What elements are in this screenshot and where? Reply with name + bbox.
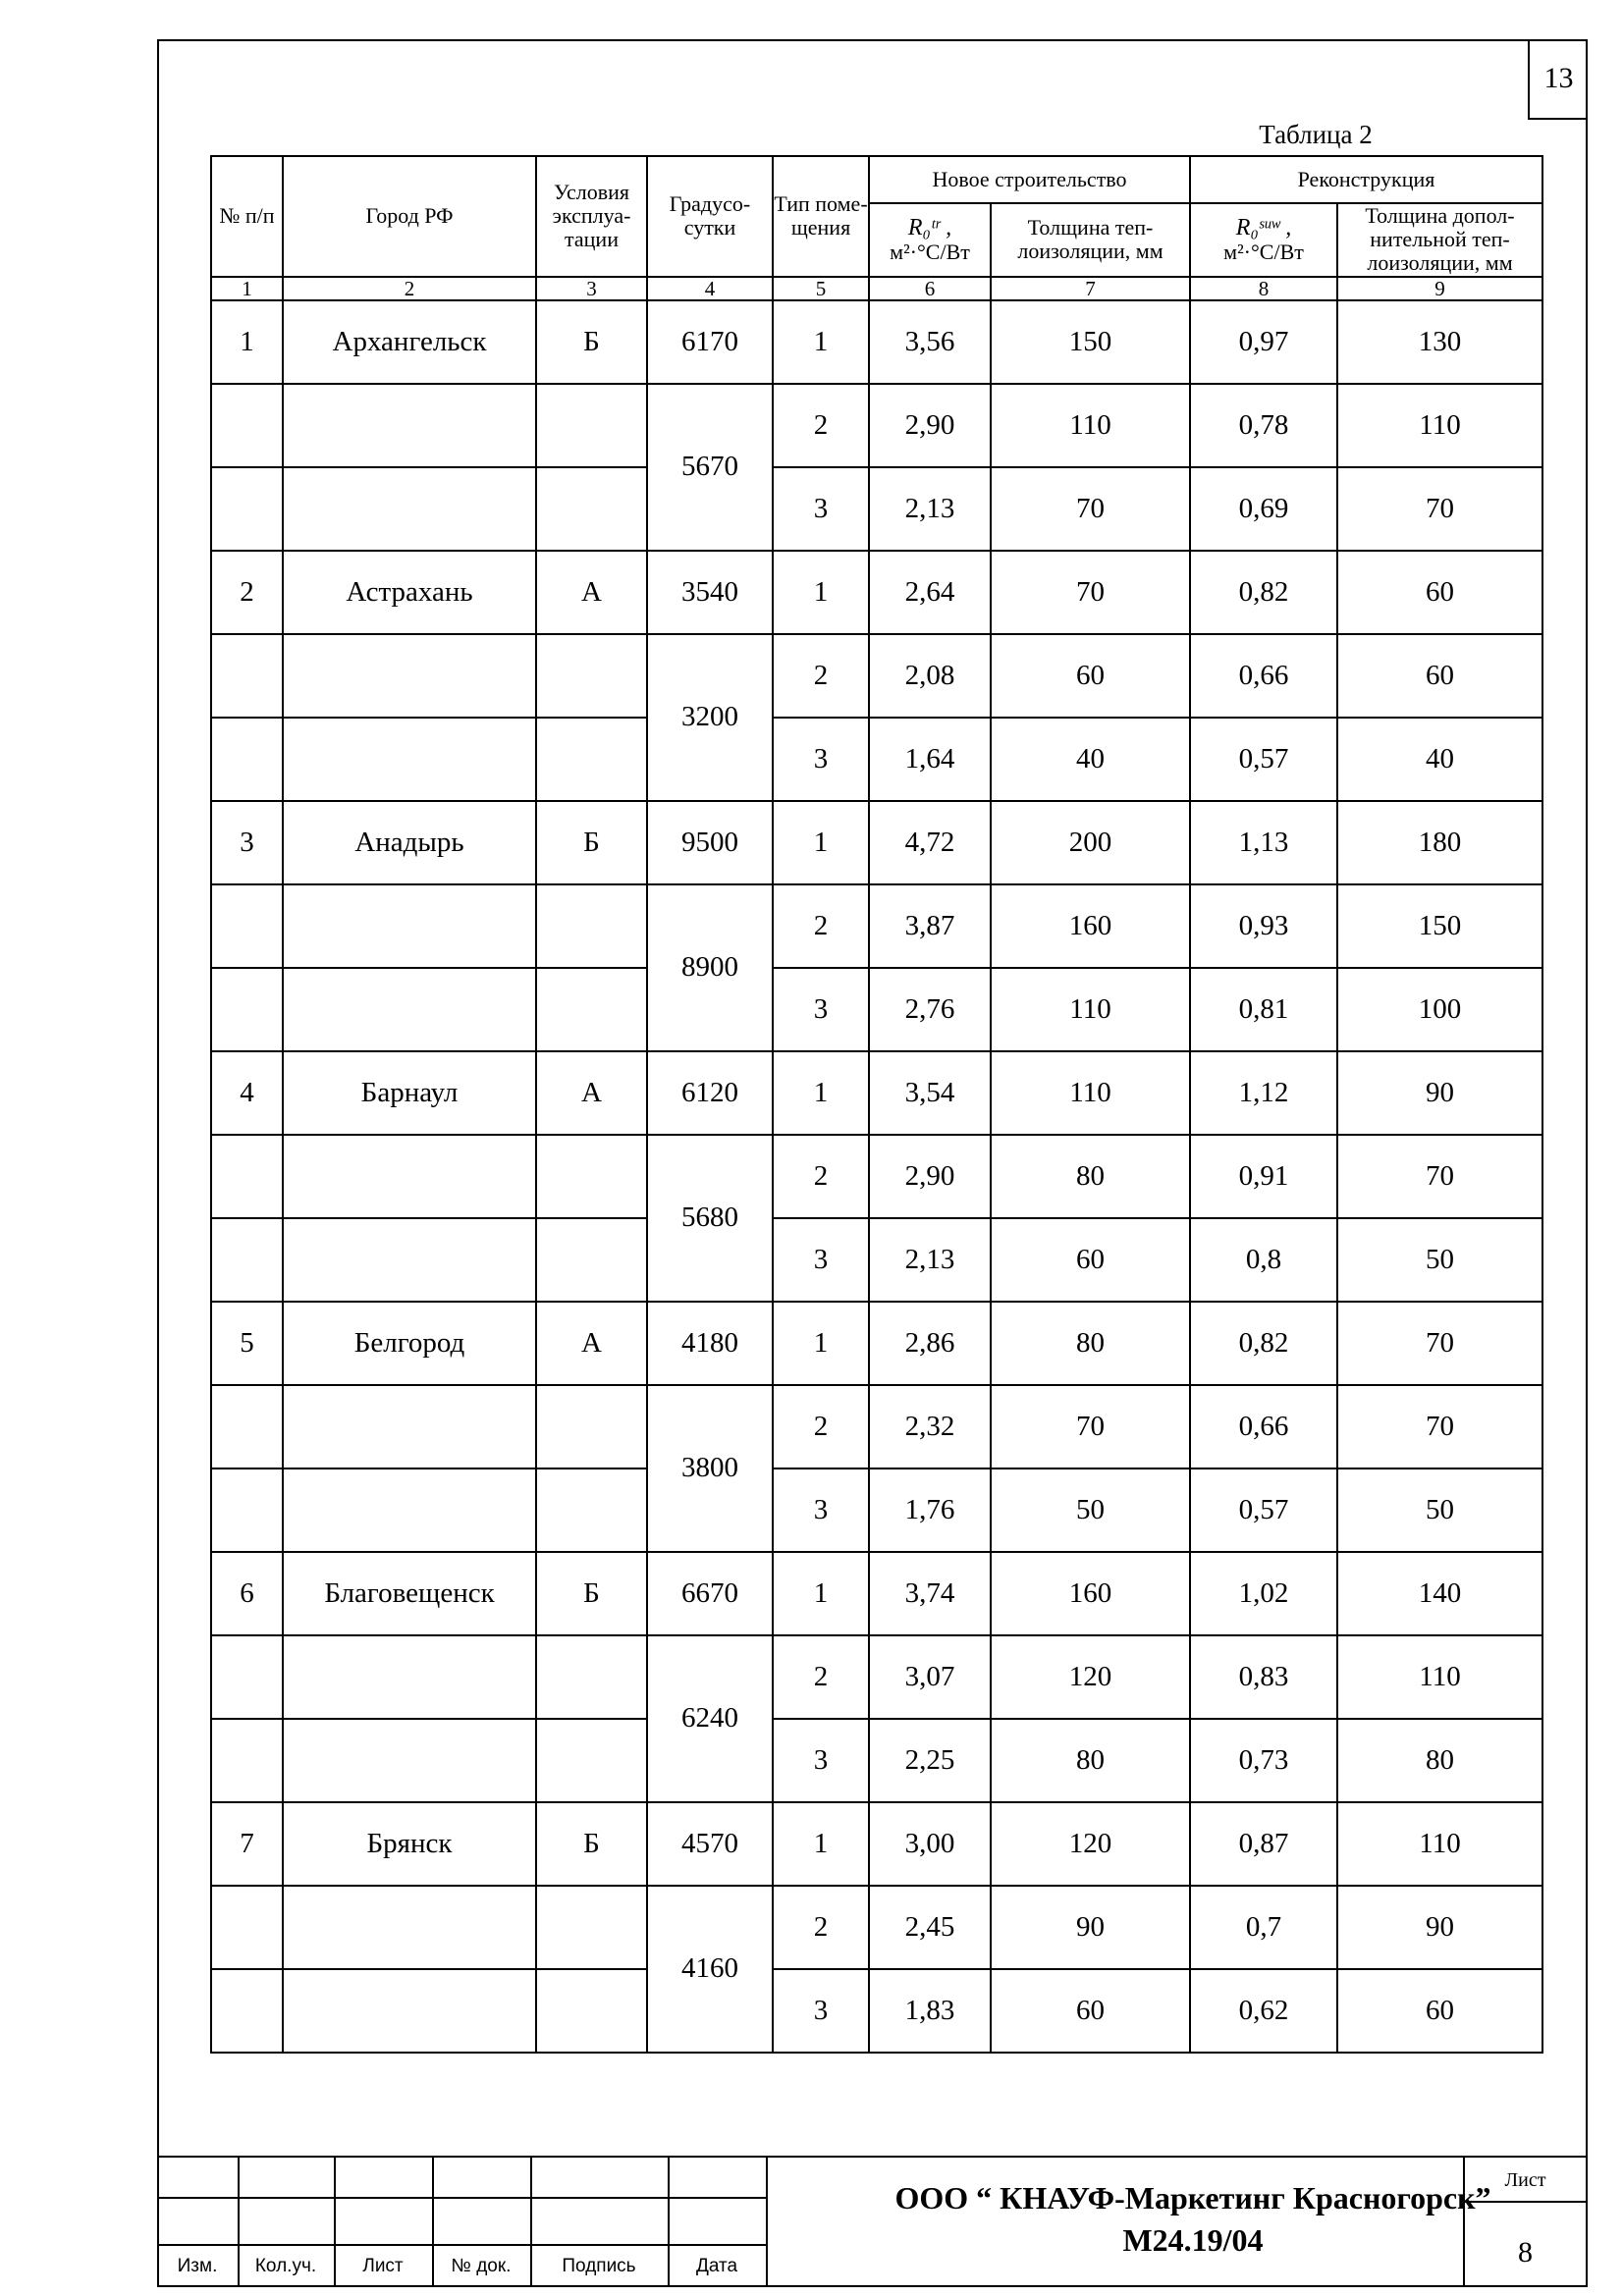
table-row [211,551,1542,634]
r-required-value: 2,90 [869,384,991,467]
empty-cell [211,718,283,801]
empty-cell [211,1886,283,1969]
table-row [211,1051,1542,1135]
empty-cell [283,1886,536,1969]
r-required-value: 1,83 [869,1969,991,2053]
thickness-additional-value: 60 [1337,634,1542,718]
degree-days: 4570 [647,1802,773,1886]
operating-conditions: Б [536,300,647,384]
row-number: 4 [211,1051,283,1135]
empty-cell [283,634,536,718]
empty-cell [211,467,283,551]
header-reconstruction: Реконструкция [1190,156,1542,203]
degree-days: 8900 [647,884,773,1051]
r-required-value: 2,86 [869,1302,991,1385]
table-row [211,801,1542,884]
empty-cell [283,1969,536,2053]
table-row [211,1802,1542,1886]
r-required-value: 2,32 [869,1385,991,1468]
thickness-new-value: 110 [991,968,1190,1051]
thickness-new-value: 110 [991,1051,1190,1135]
thickness-new-value: 50 [991,1468,1190,1552]
empty-cell [536,1886,647,1969]
r-existing-value: 0,93 [1190,884,1337,968]
thickness-additional-value: 70 [1337,467,1542,551]
thickness-additional-value: 130 [1337,300,1542,384]
empty-cell [536,467,647,551]
thickness-additional-value: 90 [1337,1051,1542,1135]
empty-cell [536,1468,647,1552]
thickness-new-value: 160 [991,884,1190,968]
header-conditions: Условия эксплуа-тации [536,156,647,277]
thickness-new-value: 70 [991,467,1190,551]
empty-cell [211,968,283,1051]
room-type: 2 [773,384,869,467]
room-type: 1 [773,1302,869,1385]
degree-days: 4160 [647,1886,773,2053]
thickness-new-value: 60 [991,634,1190,718]
room-type: 1 [773,1802,869,1886]
empty-cell [211,1719,283,1802]
table-row [211,1552,1542,1635]
thickness-additional-value: 110 [1337,1802,1542,1886]
table-row [211,467,1542,551]
r-required-value: 3,07 [869,1635,991,1719]
thickness-new-value: 150 [991,300,1190,384]
header-degree-days: Градусо-сутки [647,156,773,277]
room-type: 1 [773,551,869,634]
r-existing-value: 1,13 [1190,801,1337,884]
header-num: № п/п [211,156,283,277]
room-type: 2 [773,1886,869,1969]
company-line-1: ООО “ КНАУФ-Маркетинг Красногорск” [894,2180,1491,2216]
empty-cell [536,1218,647,1302]
thickness-additional-value: 100 [1337,968,1542,1051]
r-existing-value: 0,78 [1190,384,1337,467]
table-row [211,718,1542,801]
row-number: 3 [211,801,283,884]
column-number: 9 [1337,277,1542,300]
r-required-value: 4,72 [869,801,991,884]
table-row [211,300,1542,384]
thickness-new-value: 90 [991,1886,1190,1969]
empty-cell [536,384,647,467]
thickness-additional-value: 70 [1337,1135,1542,1218]
operating-conditions: Б [536,801,647,884]
thickness-additional-value: 40 [1337,718,1542,801]
degree-days: 3540 [647,551,773,634]
room-type: 2 [773,1635,869,1719]
stamp-izm: Изм. [177,2256,218,2276]
table-row [211,1969,1542,2053]
thickness-additional-value: 60 [1337,551,1542,634]
thickness-new-value: 160 [991,1552,1190,1635]
empty-cell [283,718,536,801]
r-required-value: 2,13 [869,1218,991,1302]
r-existing-value: 0,87 [1190,1802,1337,1886]
r-existing-value: 0,57 [1190,718,1337,801]
empty-cell [536,968,647,1051]
empty-cell [211,1385,283,1468]
r-required-value: 1,64 [869,718,991,801]
city-name: Астрахань [283,551,536,634]
header-thickness-new: Толщина теп-лоизоляции, мм [991,203,1190,277]
table-row [211,1468,1542,1552]
r-existing-value: 0,73 [1190,1719,1337,1802]
degree-days: 5680 [647,1135,773,1302]
empty-cell [211,1635,283,1719]
r-existing-value: 0,69 [1190,467,1337,551]
thickness-new-value: 80 [991,1302,1190,1385]
r-required-value: 2,76 [869,968,991,1051]
stamp-list: Лист [362,2256,404,2276]
thickness-additional-value: 90 [1337,1886,1542,1969]
r-required-value: 2,90 [869,1135,991,1218]
room-type: 3 [773,1468,869,1552]
empty-cell [536,884,647,968]
data-table [210,155,1543,2054]
thickness-additional-value: 110 [1337,1635,1542,1719]
thickness-new-value: 120 [991,1635,1190,1719]
empty-cell [283,1218,536,1302]
room-type: 1 [773,1051,869,1135]
empty-cell [283,1385,536,1468]
r-required-value: 3,56 [869,300,991,384]
degree-days: 3800 [647,1385,773,1552]
room-type: 3 [773,718,869,801]
r-required-value: 3,54 [869,1051,991,1135]
thickness-new-value: 60 [991,1969,1190,2053]
empty-cell [283,968,536,1051]
r-required-value: 2,64 [869,551,991,634]
empty-cell [283,467,536,551]
column-number: 5 [773,277,869,300]
operating-conditions: Б [536,1802,647,1886]
thickness-new-value: 200 [991,801,1190,884]
row-number: 2 [211,551,283,634]
empty-cell [211,1969,283,2053]
room-type: 1 [773,801,869,884]
column-number: 8 [1190,277,1337,300]
operating-conditions: Б [536,1552,647,1635]
operating-conditions: А [536,551,647,634]
degree-days: 3200 [647,634,773,801]
room-type: 3 [773,1719,869,1802]
degree-days: 4180 [647,1302,773,1385]
degree-days: 6170 [647,300,773,384]
r-existing-value: 0,97 [1190,300,1337,384]
thickness-new-value: 70 [991,1385,1190,1468]
r-existing-value: 0,82 [1190,551,1337,634]
thickness-additional-value: 140 [1337,1552,1542,1635]
room-type: 3 [773,467,869,551]
thickness-additional-value: 50 [1337,1218,1542,1302]
room-type: 2 [773,634,869,718]
thickness-additional-value: 150 [1337,884,1542,968]
empty-cell [283,1635,536,1719]
thickness-additional-value: 180 [1337,801,1542,884]
thickness-additional-value: 50 [1337,1468,1542,1552]
empty-cell [536,1135,647,1218]
column-number: 4 [647,277,773,300]
r-existing-unit: м²·°С/Вт [1223,240,1304,265]
stamp-kol-uch: Кол.уч. [254,2256,317,2276]
r-required-value: 3,74 [869,1552,991,1635]
header-thickness-additional: Толщина допол-нительной теп-лоизоляции, мм [1337,203,1542,277]
thickness-new-value: 60 [991,1218,1190,1302]
empty-cell [283,1468,536,1552]
thickness-new-value: 40 [991,718,1190,801]
r-required-value: 2,45 [869,1886,991,1969]
city-name: Брянск [283,1802,536,1886]
row-number: 6 [211,1552,283,1635]
sheet-number: 8 [1518,2236,1533,2269]
table-row [211,968,1542,1051]
room-type: 1 [773,300,869,384]
empty-cell [283,1135,536,1218]
r-existing-value: 0,62 [1190,1969,1337,2053]
thickness-additional-value: 110 [1337,384,1542,467]
degree-days: 6120 [647,1051,773,1135]
empty-cell [283,884,536,968]
r-existing-value: 0,57 [1190,1468,1337,1552]
table-row [211,384,1542,467]
empty-cell [211,1218,283,1302]
r-required-value: 2,08 [869,634,991,718]
thickness-additional-value: 60 [1337,1969,1542,2053]
empty-cell [211,1135,283,1218]
table-row [211,1135,1542,1218]
stamp-signature: Подпись [562,2256,636,2276]
r-existing-value: 0,66 [1190,634,1337,718]
table-row [211,1385,1542,1468]
empty-cell [211,884,283,968]
operating-conditions: А [536,1302,647,1385]
room-type: 3 [773,1969,869,2053]
r-required-value: 3,00 [869,1802,991,1886]
table-row [211,1886,1542,1969]
empty-cell [536,634,647,718]
row-number: 7 [211,1802,283,1886]
r-existing-value: 1,12 [1190,1051,1337,1135]
degree-days: 9500 [647,801,773,884]
r-required-value: 2,13 [869,467,991,551]
empty-cell [536,718,647,801]
sheet-label: Лист [1504,2169,1546,2191]
degree-days: 6670 [647,1552,773,1635]
stamp-doc-no: № док. [451,2256,512,2276]
thickness-additional-value: 70 [1337,1302,1542,1385]
r-existing-value: 0,91 [1190,1135,1337,1218]
room-type: 1 [773,1552,869,1635]
empty-cell [283,384,536,467]
thickness-additional-value: 80 [1337,1719,1542,1802]
thickness-new-value: 110 [991,384,1190,467]
empty-cell [536,1635,647,1719]
stamp-date: Дата [695,2256,738,2276]
table-row [211,884,1542,968]
r-existing-value: 0,8 [1190,1218,1337,1302]
city-name: Благовещенск [283,1552,536,1635]
room-type: 2 [773,884,869,968]
r-required-symbol: R₀ᵗʳ , [907,214,952,240]
thickness-additional-value: 70 [1337,1385,1542,1468]
empty-cell [211,634,283,718]
empty-cell [211,384,283,467]
table-row [211,1302,1542,1385]
row-number: 1 [211,300,283,384]
header-city: Город РФ [283,156,536,277]
empty-cell [211,1468,283,1552]
thickness-new-value: 120 [991,1802,1190,1886]
column-number: 7 [991,277,1190,300]
document-code: М24.19/04 [1122,2222,1264,2259]
r-required-value: 2,25 [869,1719,991,1802]
column-number: 6 [869,277,991,300]
degree-days: 5670 [647,384,773,551]
city-name: Барнаул [283,1051,536,1135]
r-existing-value: 1,02 [1190,1552,1337,1635]
empty-cell [536,1719,647,1802]
r-required-unit: м²·°С/Вт [890,240,970,265]
r-required-value: 3,87 [869,884,991,968]
page-number: 13 [1528,39,1588,120]
room-type: 2 [773,1385,869,1468]
table-row [211,1719,1542,1802]
room-type: 3 [773,1218,869,1302]
title-block [157,2156,1588,2287]
header-new-construction: Новое строительство [869,156,1190,203]
table-row [211,1635,1542,1719]
city-name: Белгород [283,1302,536,1385]
r-existing-value: 0,81 [1190,968,1337,1051]
header-r-existing [1190,203,1337,277]
room-type: 3 [773,968,869,1051]
header-r-required [869,203,991,277]
empty-cell [283,1719,536,1802]
column-number: 3 [536,277,647,300]
table-row [211,634,1542,718]
empty-cell [536,1969,647,2053]
r-existing-value: 0,83 [1190,1635,1337,1719]
table-row [211,1218,1542,1302]
city-name: Анадырь [283,801,536,884]
city-name: Архангельск [283,300,536,384]
room-type: 2 [773,1135,869,1218]
operating-conditions: А [536,1051,647,1135]
r-existing-value: 0,7 [1190,1886,1337,1969]
r-existing-value: 0,82 [1190,1302,1337,1385]
r-existing-symbol: R₀ˢᵘʷ , [1235,214,1292,240]
thickness-new-value: 80 [991,1719,1190,1802]
thickness-new-value: 80 [991,1135,1190,1218]
row-number: 5 [211,1302,283,1385]
thickness-new-value: 70 [991,551,1190,634]
degree-days: 6240 [647,1635,773,1802]
column-number: 1 [211,277,283,300]
r-required-value: 1,76 [869,1468,991,1552]
table-label: Таблица 2 [1259,120,1373,149]
column-number: 2 [283,277,536,300]
empty-cell [536,1385,647,1468]
header-room-type: Тип поме-щения [773,156,869,277]
r-existing-value: 0,66 [1190,1385,1337,1468]
